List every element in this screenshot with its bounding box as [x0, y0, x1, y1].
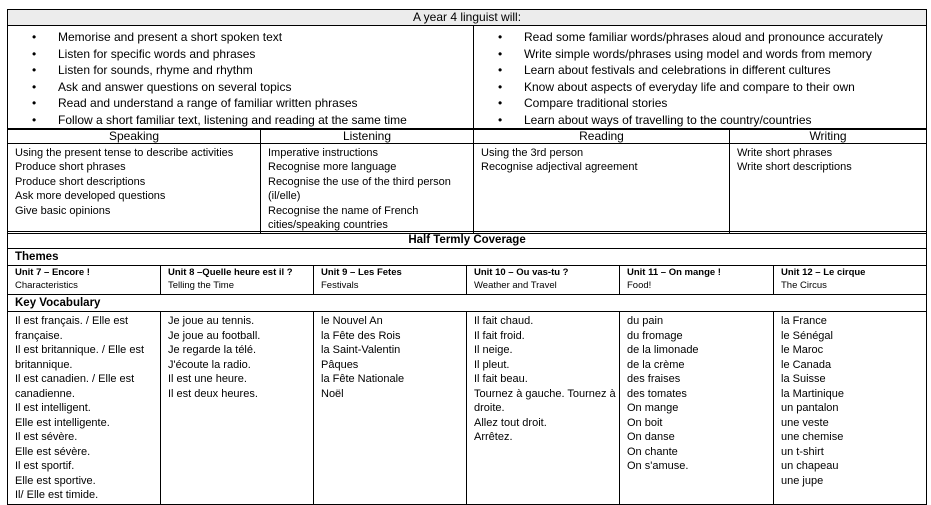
skill-items-listening	[261, 144, 474, 234]
vocab-item: Arrêtez.	[474, 431, 513, 443]
skill-heading-writing: Writing	[730, 129, 927, 144]
skill-item: Recognise adjectival agreement	[481, 161, 638, 174]
skill-item: Give basic opinions	[15, 204, 111, 217]
vocab-item: Il est britannique. / Elle est	[15, 344, 145, 356]
skill-items-speaking	[8, 144, 261, 234]
unit-cell	[161, 266, 314, 295]
unit-cell	[314, 266, 467, 295]
vocab-item: On mange	[627, 402, 679, 414]
skill-item: Using the 3rd person	[481, 147, 584, 159]
vocab-row	[8, 312, 927, 505]
unit-subtitle: Weather and Travel	[474, 279, 557, 291]
skill-heading-speaking: Speaking	[8, 129, 261, 144]
skill-heading-reading: Reading	[474, 129, 730, 144]
bullet-item: • Listen for sounds, rhyme and rhythm	[8, 62, 473, 79]
unit-subtitle: Festivals	[321, 279, 359, 291]
bullet-item: • Listen for specific words and phrases	[8, 46, 473, 63]
vocab-cell	[620, 312, 774, 505]
unit-cell	[620, 266, 774, 295]
vocab-item: Pâques	[321, 358, 359, 371]
vocab-cell	[161, 312, 314, 505]
vocab-item: Il fait chaud.	[474, 315, 534, 327]
vocab-item: française.	[15, 329, 63, 342]
vocab-item: Elle est intelligente.	[15, 416, 110, 429]
vocab-item: On danse	[627, 431, 675, 443]
vocab-item: Elle est sévère.	[15, 445, 91, 458]
vocab-item: du fromage	[627, 329, 683, 342]
bullet-item: • Read and understand a range of familiar written phrases	[8, 95, 473, 112]
vocab-item: Il est intelligent.	[15, 402, 91, 414]
objectives-left	[8, 26, 474, 130]
bullet-item: • Compare traditional stories	[474, 95, 926, 112]
vocab-item: Il fait froid.	[474, 329, 525, 342]
vocab-item: le Maroc	[781, 344, 824, 356]
vocab-item: des fraises	[627, 373, 681, 385]
vocab-item: du pain	[627, 315, 664, 327]
bullet-item: • Know about aspects of everyday life and compare to their own	[474, 79, 926, 96]
vocab-item: la Fête des Rois	[321, 329, 401, 342]
vocab-item: Allez tout droit.	[474, 416, 547, 429]
bullet-item: • Read some familiar words/phrases aloud and pronounce accurately	[474, 29, 926, 46]
vocab-item: le Canada	[781, 358, 832, 371]
bullet-item: • Follow a short familiar text, listening and reading at the same time	[8, 112, 473, 129]
units-row	[8, 266, 927, 295]
page-title: A year 4 linguist will:	[8, 10, 927, 26]
vocab-item: Il est français. / Elle est	[15, 315, 129, 327]
skill-item: Recognise the name of French	[268, 204, 419, 217]
unit-title: Unit 12 – Le cirque	[781, 267, 866, 278]
vocab-item: de la limonade	[627, 344, 699, 356]
bullet-item: • Learn about festivals and celebrations in different cultures	[474, 62, 926, 79]
vocab-item: canadienne.	[15, 387, 75, 400]
skill-items-writing	[730, 144, 927, 234]
vocab-item: une chemise	[781, 431, 844, 443]
skills-table	[7, 128, 927, 234]
unit-cell	[467, 266, 620, 295]
skill-item: Produce short phrases	[15, 161, 126, 174]
vocab-item: Il est canadien. / Elle est	[15, 373, 135, 385]
bullet-list-right	[474, 26, 926, 129]
vocab-cell	[8, 312, 161, 505]
unit-subtitle: The Circus	[781, 279, 827, 291]
skill-item: Recognise the use of the third person	[268, 175, 451, 188]
vocab-item: J'écoute la radio.	[168, 358, 251, 371]
bullet-item: • Learn about ways of travelling to the country/countries	[474, 112, 926, 129]
skill-item: (il/elle)	[268, 190, 301, 203]
vocab-item: un chapeau	[781, 460, 839, 472]
vocab-cell	[774, 312, 927, 505]
vocab-item: On s'amuse.	[627, 460, 689, 472]
skill-item: Using the present tense to describe activities	[15, 147, 234, 159]
vocab-item: des tomates	[627, 387, 687, 400]
coverage-banner: Half Termly Coverage	[8, 232, 927, 249]
vocab-item: un t-shirt	[781, 445, 824, 458]
skill-item: Write short descriptions	[737, 161, 852, 174]
vocab-item: Il est une heure.	[168, 373, 247, 385]
vocab-item: Elle est sportive.	[15, 474, 96, 487]
vocab-item: la Saint-Valentin	[321, 344, 401, 356]
vocab-item: la Fête Nationale	[321, 373, 405, 385]
vocab-item: Tournez à gauche. Tournez à	[474, 387, 616, 400]
vocab-cell	[467, 312, 620, 505]
vocab-item: de la crème	[627, 358, 685, 371]
unit-title: Unit 11 – On mange !	[627, 267, 721, 278]
coverage-table	[7, 231, 927, 505]
vocab-heading: Key Vocabulary	[8, 295, 927, 312]
unit-subtitle: Food!	[627, 279, 652, 291]
vocab-item: Noël	[321, 387, 344, 400]
vocab-item: le Nouvel An	[321, 315, 383, 327]
bullet-item: • Write simple words/phrases using model and words from memory	[474, 46, 926, 63]
unit-title: Unit 8 –Quelle heure est il ?	[168, 267, 293, 278]
unit-title: Unit 9 – Les Fetes	[321, 267, 402, 278]
skill-item: Imperative instructions	[268, 147, 379, 159]
vocab-item: la France	[781, 315, 827, 327]
bullet-list-left	[8, 26, 473, 129]
skill-item: Recognise more language	[268, 161, 397, 174]
vocab-item: Je joue au football.	[168, 329, 261, 342]
skill-item: Write short phrases	[737, 147, 833, 159]
skill-items-reading	[474, 144, 730, 234]
vocab-item: On boit	[627, 416, 663, 429]
vocab-item: Il/ Elle est timide.	[15, 489, 99, 501]
unit-title: Unit 10 – Ou vas-tu ?	[474, 267, 569, 278]
vocab-item: Il pleut.	[474, 358, 510, 371]
vocab-item: Je regarde la télé.	[168, 344, 257, 356]
unit-subtitle: Telling the Time	[168, 279, 235, 291]
vocab-item: la Suisse	[781, 373, 826, 385]
vocab-cell	[314, 312, 467, 505]
vocab-item: une jupe	[781, 474, 824, 487]
unit-subtitle: Characteristics	[15, 279, 78, 291]
vocab-item: Il est sportif.	[15, 460, 75, 472]
skill-heading-listening: Listening	[261, 129, 474, 144]
bullet-item: • Memorise and present a short spoken text	[8, 29, 473, 46]
unit-cell	[8, 266, 161, 295]
skill-item: Ask more developed questions	[15, 190, 166, 203]
unit-cell	[774, 266, 927, 295]
themes-heading: Themes	[8, 249, 927, 266]
bullet-item: • Ask and answer questions on several topics	[8, 79, 473, 96]
objectives-right	[474, 26, 927, 130]
vocab-item: Il fait beau.	[474, 373, 528, 385]
vocab-item: Il est sévère.	[15, 431, 78, 443]
vocab-item: On chante	[627, 445, 678, 458]
vocab-item: Il neige.	[474, 344, 513, 356]
vocab-item: un pantalon	[781, 402, 839, 414]
skill-item: Produce short descriptions	[15, 175, 146, 188]
vocab-item: britannique.	[15, 358, 73, 371]
skill-item: cities/speaking countries	[268, 219, 388, 232]
vocab-item: Je joue au tennis.	[168, 315, 255, 327]
vocab-item: Il est deux heures.	[168, 387, 258, 400]
vocab-item: le Sénégal	[781, 329, 833, 342]
unit-title: Unit 7 – Encore !	[15, 267, 90, 278]
vocab-item: la Martinique	[781, 387, 844, 400]
objectives-table	[7, 9, 927, 130]
vocab-item: une veste	[781, 416, 829, 429]
vocab-item: droite.	[474, 402, 505, 414]
